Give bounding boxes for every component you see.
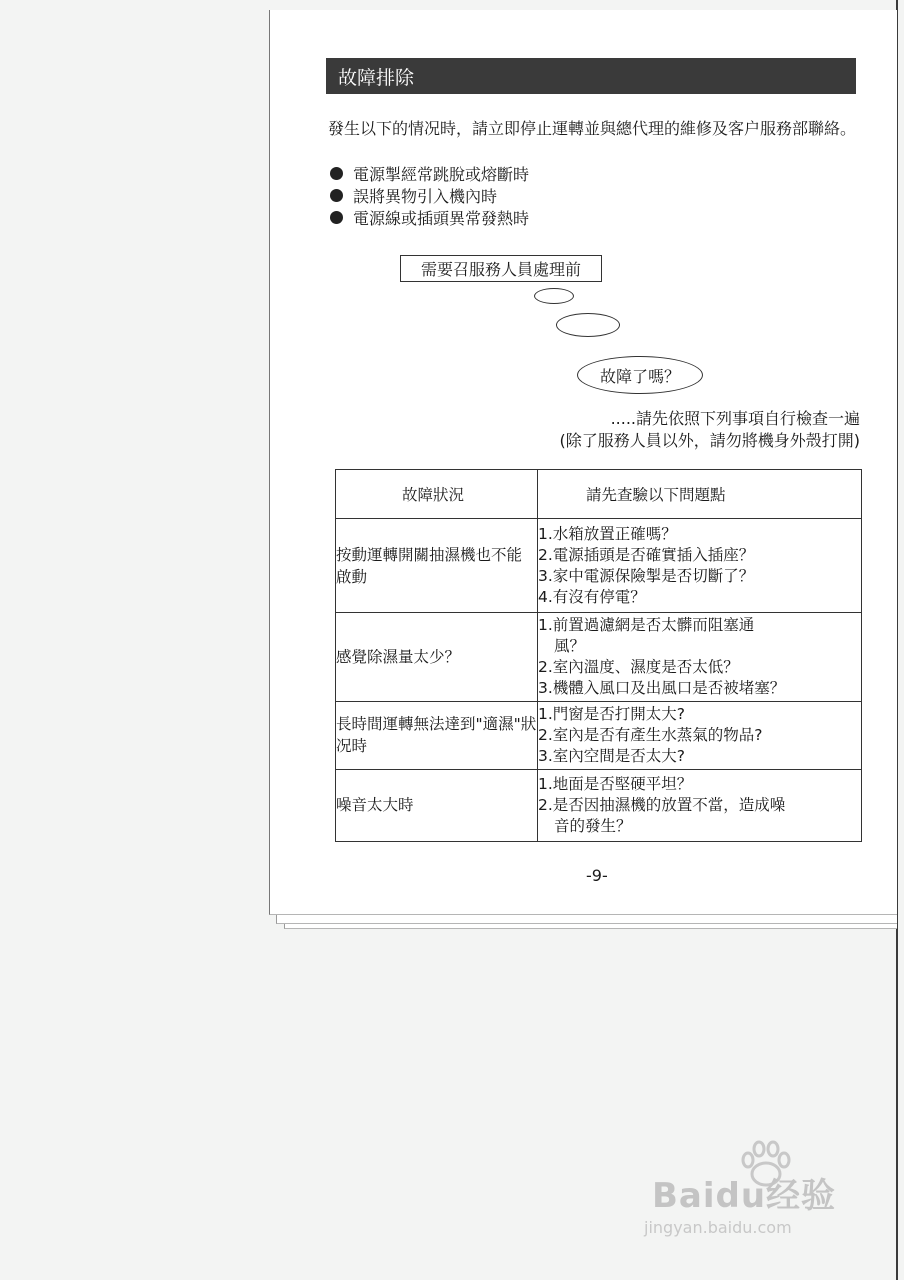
check-item: 3.機體入風口及出風口是否被堵塞？ [538,678,786,697]
check-item: 音的發生？ [554,816,632,835]
symptom-cell: 按動運轉開關抽濕機也不能啟動 [336,519,538,613]
table-row [336,519,862,613]
intro-paragraph: 發生以下的情况時，請立即停止運轉並與總代理的維修及客户服務部聯絡。 [328,119,857,138]
troubleshooting-table [335,469,862,842]
check-note [480,408,860,452]
list-item: 電源線或插頭異常發熱時 [330,206,529,228]
check-item: 4.有沒有停電？ [538,587,646,606]
bullet-icon [330,167,343,180]
bullet-icon [330,211,343,224]
check-item: 1.水箱放置正確嗎？ [538,524,677,543]
page-number: -9- [586,866,608,885]
check-item: 2.室內是否有產生水蒸氣的物品? [538,725,763,744]
checks-cell [538,613,862,701]
check-item: 2.電源插頭是否確實插入插座？ [538,545,755,564]
symptom-cell: 長時間運轉無法達到"適濕"狀况時 [336,701,538,769]
check-item: 3.室內空間是否太大? [538,746,686,765]
check-item: 3.家中電源保險掣是否切斷了？ [538,566,755,585]
checks-cell [538,519,862,613]
table-header-row [336,470,862,519]
watermark-url: jingyan.baidu.com [644,1218,792,1237]
thought-oval-medium [556,313,620,337]
check-note-line1: .....請先依照下列事項自行檢查一遍 [610,409,860,428]
watermark-brand: Baidu经验 [652,1176,837,1216]
question-bubble [577,356,703,394]
bullet-icon [330,189,343,202]
question-text: 故障了嗎？ [599,366,680,386]
check-item: 1.前置過濾網是否太髒而阻塞通 [538,615,755,634]
section-title: 故障排除 [338,66,415,89]
table-row [336,613,862,701]
column-header-checks: 請先查驗以下問題點 [538,470,862,519]
check-note-line2: (除了服務人員以外，請勿將機身外殼打開) [559,431,860,450]
symptom-cell: 感覺除濕量太少？ [336,613,538,701]
warning-list [330,162,529,228]
list-item: 誤將異物引入機內時 [330,184,529,206]
check-item: 1.地面是否堅硬平坦？ [538,774,693,793]
baidu-watermark [640,1140,850,1240]
checks-cell [538,701,862,769]
check-item: 2.室內溫度、濕度是否太低？ [538,657,739,676]
list-item: 電源掣經常跳脫或熔斷時 [330,162,529,184]
section-header [326,58,856,94]
check-item: 1.門窗是否打開太大? [538,704,686,723]
table-row [336,769,862,841]
column-header-symptom: 故障狀況 [336,470,538,519]
table-row [336,701,862,769]
check-item: 2.是否因抽濕機的放置不當，造成噪 [538,795,786,814]
thought-oval-small [534,288,574,304]
checks-cell [538,769,862,841]
check-item: 風？ [554,636,586,655]
service-box: 需要召服務人員處理前 [400,255,602,282]
symptom-cell: 噪音太大時 [336,769,538,841]
